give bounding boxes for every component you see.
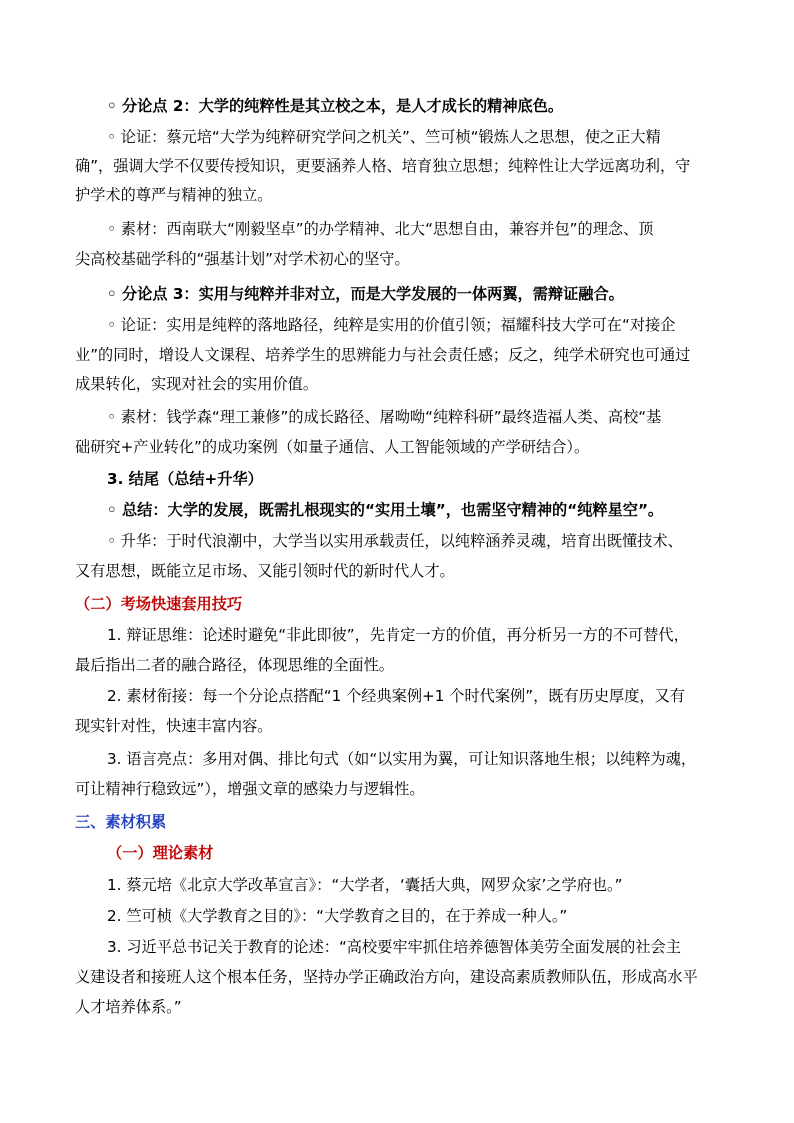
paragraph-line: 业”的同时，增设人文课程、培养学生的思辨能力与社会责任感；反之，纯学术研究也可通过	[75, 346, 691, 364]
paragraph-line: 又有思想，既能立足市场、又能引领时代的新时代人才。	[75, 562, 455, 580]
conclusion-heading: 3. 结尾（总结+升华）	[107, 470, 263, 488]
list-item: 2. 竺可桢《大学教育之目的》：“大学教育之目的，在于养成一种人。”	[107, 907, 568, 925]
section-heading-materials: 三、素材积累	[75, 813, 167, 831]
list-item: 1. 蔡元培《北京大学改革宣言》：“大学者，‘囊括大典，网罗众家’之学府也。”	[107, 876, 623, 894]
paragraph-line: 1. 辩证思维：论述时避免“非此即彼”，先肯定一方的价值，再分析另一方的不可替代，	[107, 626, 689, 644]
subsection-heading-theory: （一）理论素材	[107, 844, 214, 862]
paragraph-line: 可让精神行稳致远”），增强文章的感染力与逻辑性。	[75, 780, 425, 798]
paragraph-line: 3. 语言亮点：多用对偶、排比句式（如“以实用为翼，可让知识落地生根；以纯粹为魂，	[107, 750, 697, 768]
paragraph-line: 最后指出二者的融合路径，体现思维的全面性。	[75, 656, 394, 674]
paragraph-line: ◦ 素材：钱学森“理工兼修”的成长路径、屠呦呦“纯粹科研”最终造福人类、高校“基	[107, 408, 662, 426]
paragraph-line: 现实针对性，快速丰富内容。	[75, 717, 273, 735]
paragraph-line: 义建设者和接班人这个根本任务，坚持办学正确政治方向，建设高素质教师队伍，形成高水平	[75, 968, 698, 986]
paragraph-line: 尖高校基础学科的“强基计划”对学术初心的坚守。	[75, 250, 410, 268]
paragraph-line: 护学术的尊严与精神的独立。	[75, 186, 273, 204]
paragraph-line: 2. 素材衔接：每一个分论点搭配“1 个经典案例+1 个时代案例”，既有历史厚度，又有	[107, 687, 685, 705]
paragraph-line: 确”，强调大学不仅要传授知识，更要涵养人格、培育独立思想；纯粹性让大学远离功利，守	[75, 157, 691, 175]
paragraph-line: ◦ 论证：蔡元培“大学为纯粹研究学问之机关”、竺可桢“锻炼人之思想，使之正大精	[107, 128, 661, 146]
paragraph-line: ◦ 论证：实用是纯粹的落地路径，纯粹是实用的价值引领；福耀科技大学可在“对接企	[107, 316, 676, 334]
summary-line: ◦ 总结：大学的发展，既需扎根现实的“实用土壤”，也需坚守精神的“纯粹星空”。	[107, 501, 664, 519]
section-heading-tips: （二）考场快速套用技巧	[75, 595, 243, 613]
sub-argument-2-heading: ◦ 分论点 2：大学的纯粹性是其立校之本，是人才成长的精神底色。	[107, 97, 564, 115]
paragraph-line: ◦ 升华：于时代浪潮中，大学当以实用承载责任，以纯粹涵养灵魂，培育出既懂技术、	[107, 532, 683, 550]
sub-argument-3-heading: ◦ 分论点 3：实用与纯粹并非对立，而是大学发展的一体两翼，需辩证融合。	[107, 285, 624, 303]
list-item: 3. 习近平总书记关于教育的论述：“高校要牢牢抓住培养德智体美劳全面发展的社会主	[107, 938, 681, 956]
paragraph-line: 人才培养体系。”	[75, 998, 182, 1016]
paragraph-line: ◦ 素材：西南联大“刚毅坚卓”的办学精神、北大“思想自由，兼容并包”的理念、顶	[107, 220, 654, 238]
paragraph-line: 础研究+产业转化”的成功案例（如量子通信、人工智能领域的产学研结合）。	[75, 438, 590, 456]
paragraph-line: 成果转化，实现对社会的实用价值。	[75, 375, 318, 393]
